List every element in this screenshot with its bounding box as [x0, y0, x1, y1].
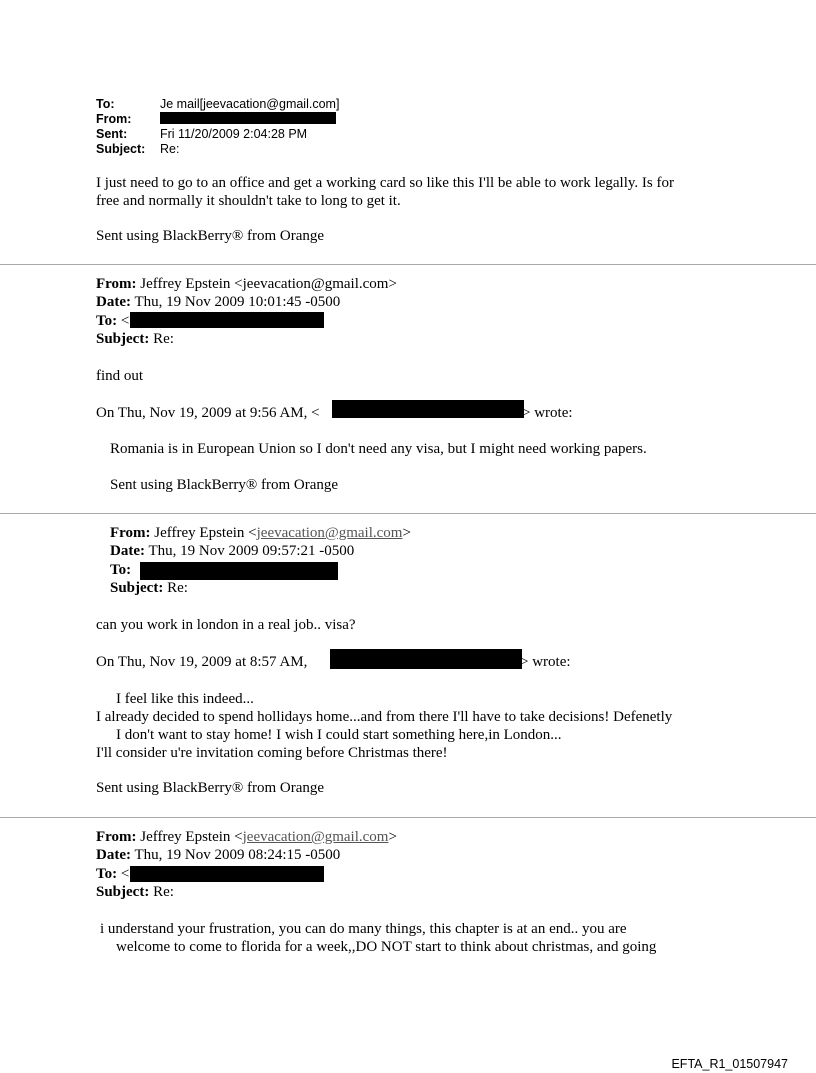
quoted-body: Romania is in European Union so I don't need any visa, but I might need working papers.: [110, 441, 647, 457]
subject-value: Re:: [153, 884, 174, 900]
quote-intro-close: > wrote:: [520, 654, 571, 670]
to-line: [110, 562, 131, 579]
document-id: EFTA_R1_01507947: [671, 1057, 788, 1071]
quoted-line: I'll consider u're invitation coming before Christmas there!: [96, 745, 448, 761]
message-body: find out: [96, 368, 144, 384]
redaction-bar: [130, 866, 324, 882]
subject-value: Re:: [160, 142, 180, 156]
subject-line: [96, 884, 174, 901]
from-name: Jeffrey Epstein <: [154, 525, 257, 541]
to-label: To:: [96, 97, 115, 111]
message-body-line: I just need to go to an office and get a working card so like this I'll be able to work legally. Is for: [96, 175, 674, 191]
to-label: To:: [110, 562, 132, 578]
redaction-bar: [160, 112, 336, 124]
subject-line: [110, 580, 188, 597]
redaction-bar: [332, 400, 524, 418]
from-name: Jeffrey Epstein <: [140, 829, 243, 845]
message-body-line: free and normally it shouldn't take to long to get it.: [96, 193, 401, 209]
quote-intro-text: On Thu, Nov 19, 2009 at 9:56 AM,: [96, 405, 308, 421]
date-label: Date:: [110, 543, 145, 559]
quote-intro: [96, 405, 320, 422]
signature: Sent using BlackBerry® from Orange: [96, 228, 325, 244]
to-label: To:: [96, 313, 118, 329]
date-line: [110, 543, 354, 560]
subject-value: Re:: [167, 580, 188, 596]
date-label: Date:: [96, 847, 131, 863]
date-line: [96, 847, 340, 864]
from-label: From:: [96, 112, 132, 126]
divider: [0, 264, 816, 265]
from-value: Jeffrey Epstein <jeevacation@gmail.com>: [140, 276, 397, 292]
message-body-line: i understand your frustration, you can do many things, this chapter is at an end.. you are: [100, 921, 627, 937]
quote-intro-open: <: [311, 405, 320, 421]
message-body: can you work in london in a real job.. visa?: [96, 617, 356, 633]
quoted-line: I already decided to spend hollidays home...and from there I'll have to take decisions! Defenetly: [96, 709, 673, 725]
sent-value: Fri 11/20/2009 2:04:28 PM: [160, 127, 308, 141]
redaction-bar: [140, 562, 338, 580]
email-link[interactable]: jeevacation@gmail.com: [242, 829, 389, 845]
date-value: Thu, 19 Nov 2009 09:57:21 -0500: [148, 543, 355, 559]
subject-label: Subject:: [110, 580, 164, 596]
date-label: Date:: [96, 294, 131, 310]
redaction-bar: [330, 649, 522, 669]
subject-line: [96, 331, 174, 348]
to-line: [96, 313, 129, 330]
quote-intro-close: > wrote:: [522, 405, 573, 421]
divider: [0, 513, 816, 514]
email-link[interactable]: jeevacation@gmail.com: [256, 525, 403, 541]
redaction-bar: [130, 312, 324, 328]
subject-value: Re:: [153, 331, 174, 347]
from-label: From:: [96, 829, 137, 845]
quoted-line: I feel like this indeed...: [116, 691, 254, 707]
to-label: To:: [96, 866, 118, 882]
sent-label: Sent:: [96, 127, 128, 141]
from-line: [96, 829, 397, 846]
quoted-line: I don't want to stay home! I wish I could start something here,in London...: [116, 727, 562, 743]
quoted-signature: Sent using BlackBerry® from Orange: [110, 477, 339, 493]
from-close: >: [388, 829, 397, 845]
from-line: [110, 525, 411, 542]
from-close: >: [402, 525, 411, 541]
from-line: [96, 276, 397, 293]
quote-intro: On Thu, Nov 19, 2009 at 8:57 AM,: [96, 654, 308, 670]
to-line: [96, 866, 129, 883]
subject-label: Subject:: [96, 884, 150, 900]
signature: Sent using BlackBerry® from Orange: [96, 780, 325, 796]
to-prefix: <: [120, 866, 130, 882]
subject-label: Subject:: [96, 331, 150, 347]
date-value: Thu, 19 Nov 2009 10:01:45 -0500: [134, 294, 341, 310]
to-value: Je mail[jeevacation@gmail.com]: [160, 97, 340, 111]
subject-label: Subject:: [96, 142, 146, 156]
divider: [0, 817, 816, 818]
date-value: Thu, 19 Nov 2009 08:24:15 -0500: [134, 847, 341, 863]
from-label: From:: [110, 525, 151, 541]
message-body-line: welcome to come to florida for a week,,DO NOT start to think about christmas, and going: [116, 939, 657, 955]
to-prefix: <: [120, 313, 130, 329]
from-label: From:: [96, 276, 137, 292]
date-line: [96, 294, 340, 311]
